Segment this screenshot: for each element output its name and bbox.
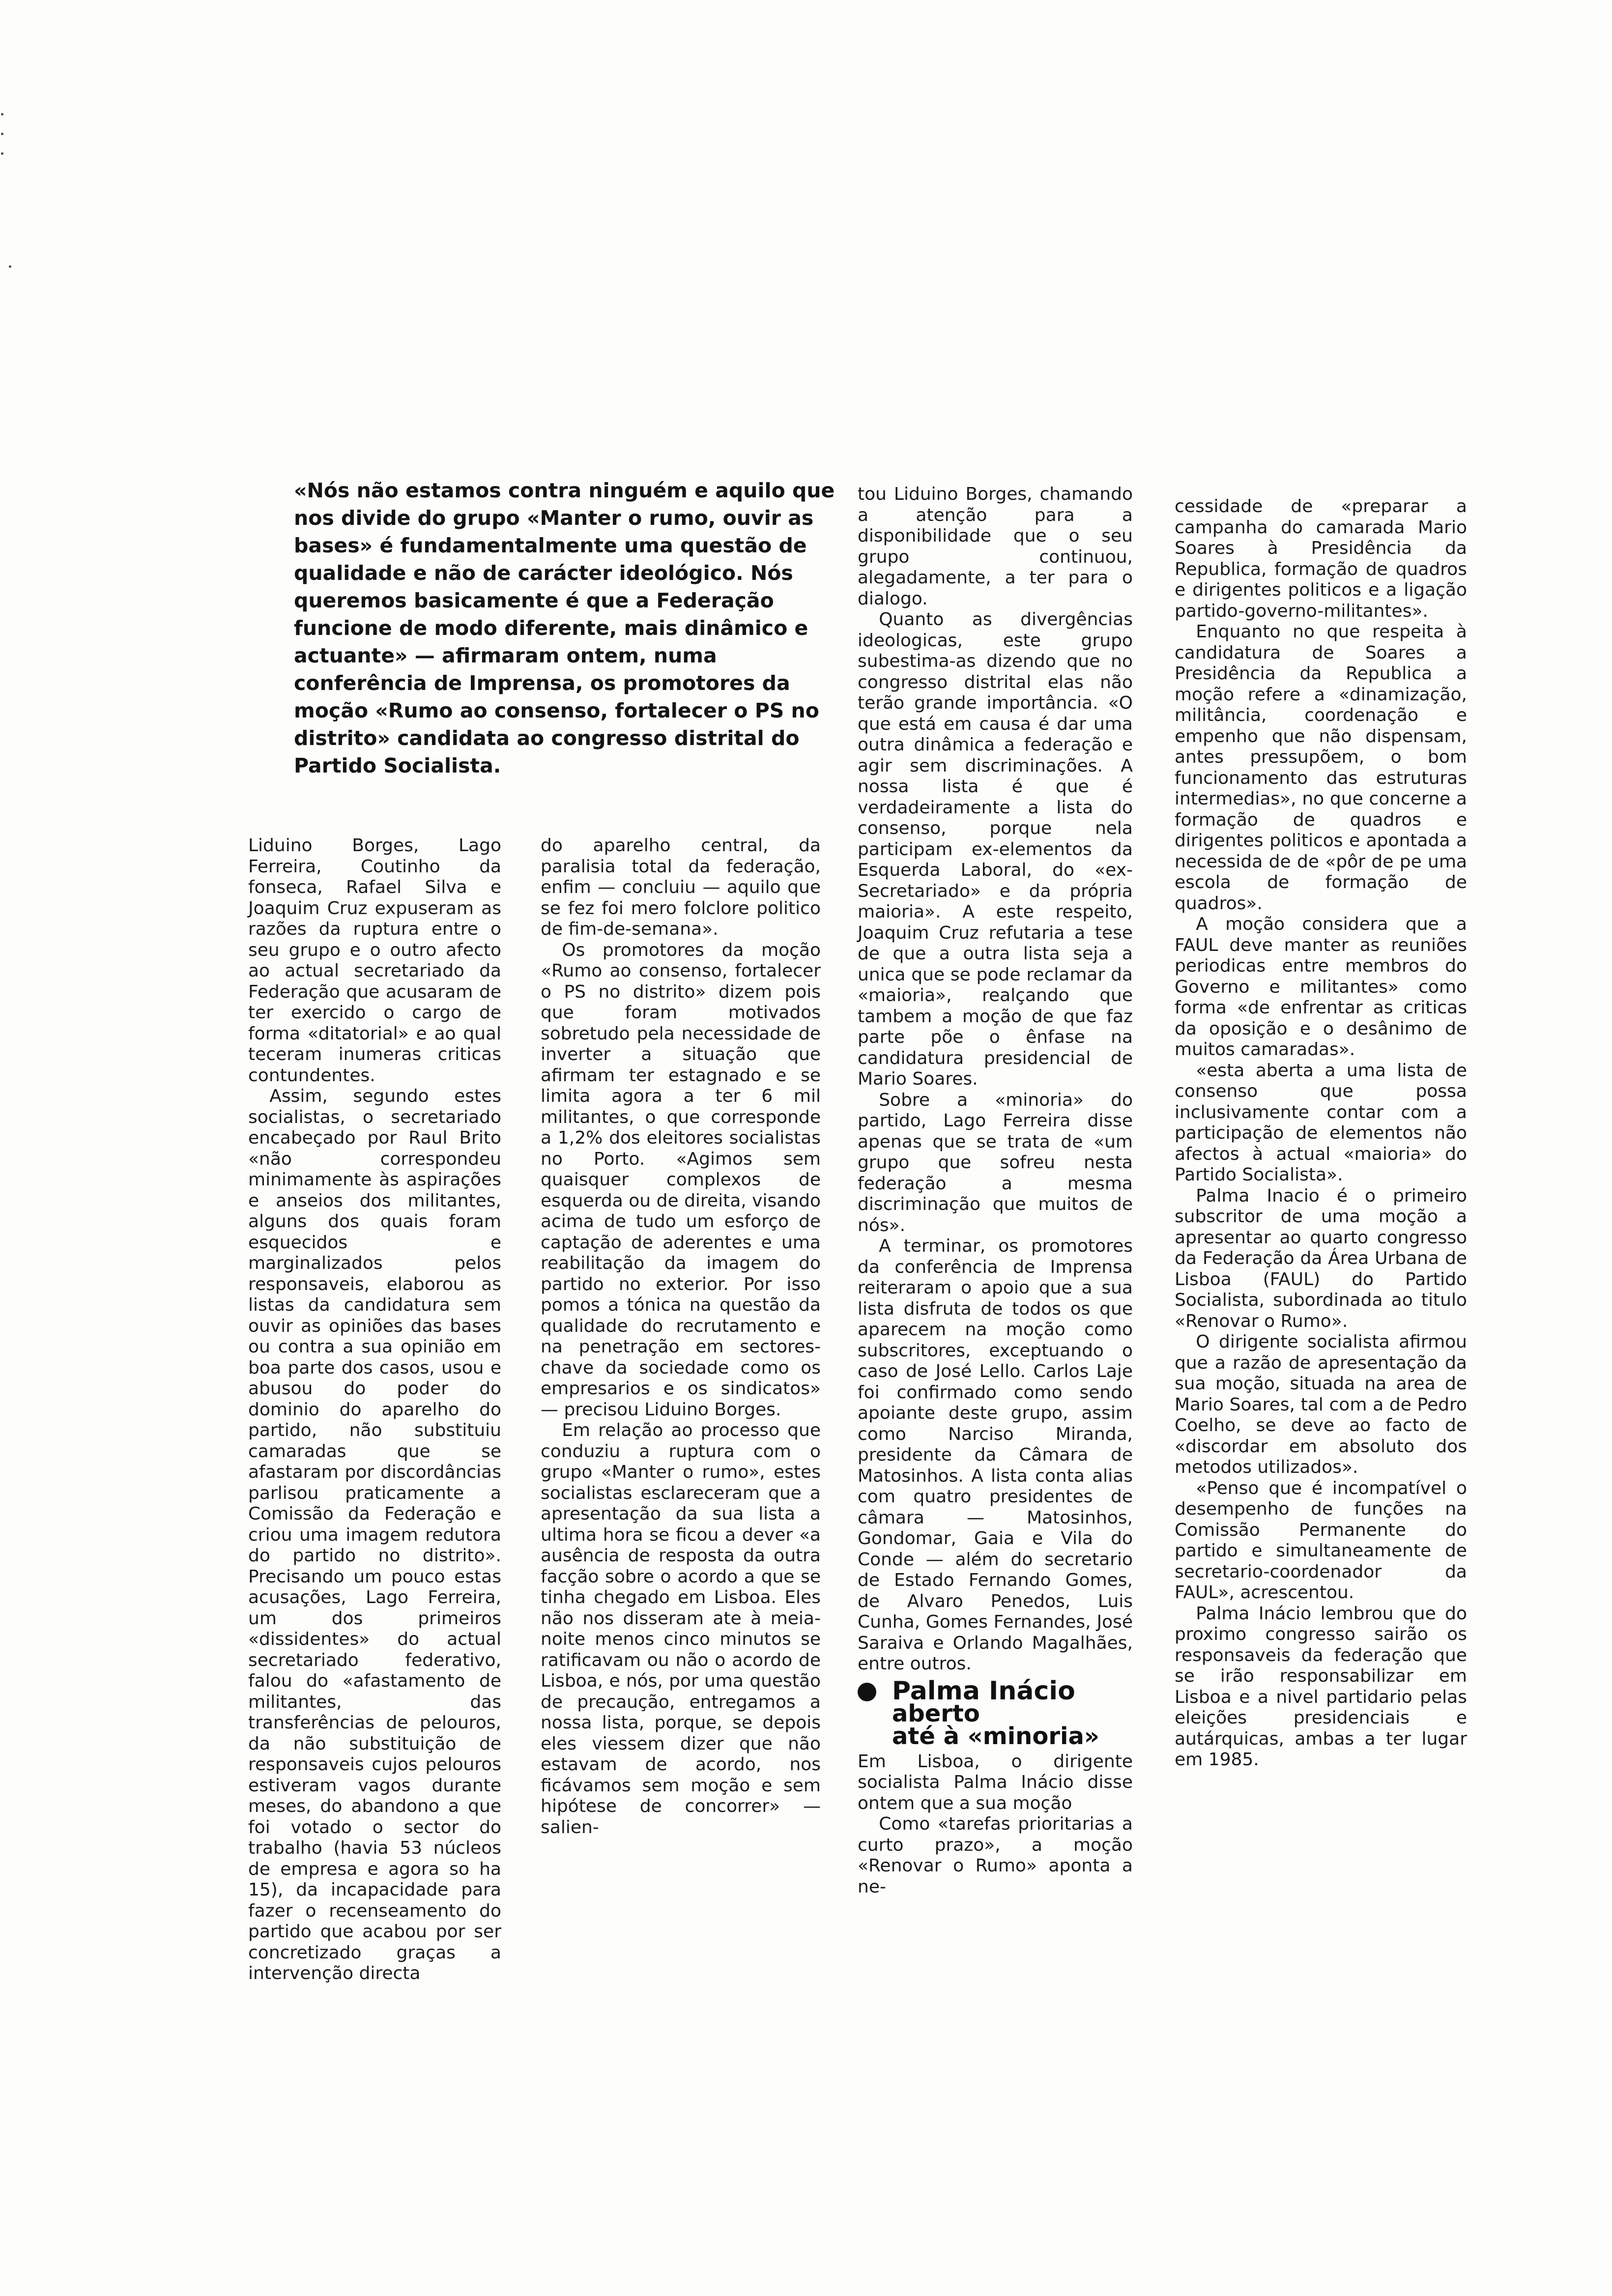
- paragraph: «Penso que é incompatível o desempenho de funções na Comissão Permanente do partido e simultaneamente de secretario-coordenador da FAUL», acrescentou.: [1175, 1478, 1467, 1603]
- paragraph: Palma Inácio lembrou que do proximo congresso sairão os responsaveis da federação que se irão responsabilizar em Lisboa e a nivel partidario pelas eleições presidenciais e autárquicas, ambas a ter lugar em 1985.: [1175, 1603, 1467, 1770]
- paragraph: O dirigente socialista afirmou que a razão de apresentação da sua moção, situada na area de Mario Soares, tal com a de Pedro Coelho, se deve ao facto de «discordar em absoluto dos metodos utilizados».: [1175, 1332, 1467, 1477]
- paragraph: A moção considera que a FAUL deve manter as reuniões periodicas entre membros do Governo e militantes» como forma «de enfrentar as criticas da oposição e o desânimo de muitos camaradas».: [1175, 914, 1467, 1060]
- subheading-line-3: até à «minoria»: [892, 1722, 1099, 1750]
- paragraph: tou Liduino Borges, chamando a atenção para a disponibilidade que o seu grupo continuou, alegadamente, a ter para o dialogo.: [858, 484, 1133, 609]
- section-subheading: [858, 1676, 1133, 1750]
- paragraph: Enquanto no que respeita à candidatura de Soares a Presidência da Republica a moção refere a «dinamização, militância, coordenação e empenho que não dispensam, antes pressupõem, o bom funcionamento das estruturas intermedias», no que concerne a formação de quadros e dirigentes politicos e apontada a necessida de de «pôr de pe uma escola de formação de quadros».: [1175, 622, 1467, 914]
- paragraph: Assim, segundo estes socialistas, o secretariado encabeçado por Raul Brito «não correspondeu minimamente às aspirações e anseios dos militantes, alguns dos quais foram esquecidos e marginalizados pelos responsaveis, elaborou as listas da candidatura sem ouvir as opiniões das bases ou contra a sua opinião em boa parte dos casos, usou e abusou do poder do dominio do aparelho do partido, não substituiu camaradas que se afastaram por discordâncias parlisou praticamente a Comissão da Federação e criou uma imagem redutora do partido no distrito». Precisando um pouco estas acusações, Lago Ferreira, um dos primeiros «dissidentes» do actual secretariado federativo, falou do «afastamento de militantes, das transferências de pelouros, da não substituição de responsaveis cujos pelouros estiveram vagos durante meses, do abandono a que foi votado o sector do trabalho (havia 53 núcleos de empresa e agora so ha 15), da incapacidade para fazer o recenseamento do partido que acabou por ser concretizado graças a intervenção directa: [248, 1086, 501, 1983]
- paragraph: Como «tarefas prioritarias a curto prazo», a moção «Renovar o Rumo» aponta a ne-: [858, 1814, 1133, 1897]
- subheading-line-1: Palma Inácio: [892, 1676, 1075, 1706]
- paragraph: Palma Inacio é o primeiro subscritor de uma moção a apresentar ao quarto congresso da Federação da Área Urbana de Lisboa (FAUL) do Partido Socialista, subordinada ao titulo «Renovar o Rumo».: [1175, 1185, 1467, 1331]
- paragraph: Em relação ao processo que conduziu a ruptura com o grupo «Manter o rumo», estes socialistas esclareceram que a apresentação da sua lista a ultima hora se ficou a dever «a ausência de resposta da outra facção sobre o acordo a que se tinha chegado em Lisboa. Eles não nos disseram ate à meia-noite menos cinco minutos se ratificavam ou não o acordo de Lisboa, e nós, por uma questão de precaução, entregamos a nossa lista, porque, se depois eles viessem dizer que não estavam de acordo, nos ficávamos sem moção e sem hipótese de concorrer» — salien-: [541, 1420, 821, 1837]
- paragraph: A terminar, os promotores da conferência de Imprensa reiteraram o apoio que a sua lista disfruta de todos os que aparecem na moção como subscritores, exceptuando o caso de José Lello. Carlos Laje foi confirmado como sendo apoiante deste grupo, assim como Narciso Miranda, presidente da Câmara de Matosinhos. A lista conta alias com quatro presidentes de câmara — Matosinhos, Gondomar, Gaia e Vila do Conde — além do secretario de Estado Fernando Gomes, de Alvaro Penedos, Luis Cunha, Gomes Fernandes, José Saraiva e Orlando Magalhães, entre outros.: [858, 1236, 1133, 1674]
- paragraph: cessidade de «preparar a campanha do camarada Mario Soares à Presidência da Republica, formação de quadros e dirigentes politicos e a ligação partido-governo-militantes».: [1175, 496, 1467, 621]
- article-column-2: [541, 835, 821, 1838]
- article-column-4: [1175, 496, 1467, 1771]
- paragraph: Sobre a «minoria» do partido, Lago Ferreira disse apenas que se trata de «um grupo que sofreu nesta federação a mesma discriminação que muitos de nós».: [858, 1090, 1133, 1235]
- subheading-line-2: aberto: [892, 1699, 980, 1727]
- paragraph: do aparelho central, da paralisia total da federação, enfim — concluiu — aquilo que se fez foi mero folclore politico de fim-de-semana».: [541, 835, 821, 939]
- paragraph: Em Lisboa, o dirigente socialista Palma Inácio disse ontem que a sua moção: [858, 1751, 1133, 1813]
- article-lead: «Nós não estamos contra ninguém e aquilo que nos divide do grupo «Manter o rumo, ouvir as bases» é fundamentalmente uma questão de qualidade e não de carácter ideológico. Nós queremos basicamente é que a Federação funcione de modo diferente, mais dinâmico e actuante» — afirmaram ontem, numa conferência de Imprensa, os promotores da moção «Rumo ao consenso, fortalecer o PS no distrito» candidata ao congresso distrital do Partido Socialista.: [294, 479, 835, 777]
- paragraph: Quanto as divergências ideologicas, este grupo subestima-as dizendo que no congresso distrital elas não terão grande importância. «O que está em causa é dar uma outra dinâmica a federação e agir sem discriminações. A nossa lista é que é verdadeiramente a lista do consenso, porque nela participam ex-elementos da Esquerda Laboral, do «ex-Secretariado» e da própria maioria». A este respeito, Joaquim Cruz refutaria a tese de que a outra lista seja a unica que se pode reclamar da «maioria», realçando que tambem a moção de que faz parte põe o ênfase na candidatura presidencial de Mario Soares.: [858, 609, 1133, 1089]
- paragraph: Liduino Borges, Lago Ferreira, Coutinho da fonseca, Rafael Silva e Joaquim Cruz expuseram as razões da ruptura entre o seu grupo e o outro afecto ao actual secretariado da Federação que acusaram de ter exercido o cargo de forma «ditatorial» e ao qual teceram inumeras criticas contundentes.: [248, 835, 501, 1086]
- paragraph: «esta aberta a uma lista de consenso que possa inclusivamente contar com a participação de elementos não afectos à actual «maioria» do Partido Socialista».: [1175, 1060, 1467, 1185]
- paragraph: Os promotores da moção «Rumo ao consenso, fortalecer o PS no distrito» dizem pois que foram motivados sobretudo pela necessidade de inverter a situação que afirmam ter estagnado e se limita agora a ter 6 mil militantes, o que corresponde a 1,2% dos eleitores socialistas no Porto. «Agimos sem quaisquer complexos de esquerda ou de direita, visando acima de tudo um esforço de captação de aderentes e uma reabilitação da imagem do partido no exterior. Por isso pomos a tónica na questão da qualidade do recrutamento e na penetração em sectores-chave da sociedade como os empresarios e os sindicatos» — precisou Liduino Borges.: [541, 940, 821, 1420]
- article-column-3: [858, 484, 1133, 1897]
- bullet-icon: [858, 1683, 876, 1701]
- article-column-1: [248, 835, 501, 1984]
- margin-specks: [0, 98, 15, 295]
